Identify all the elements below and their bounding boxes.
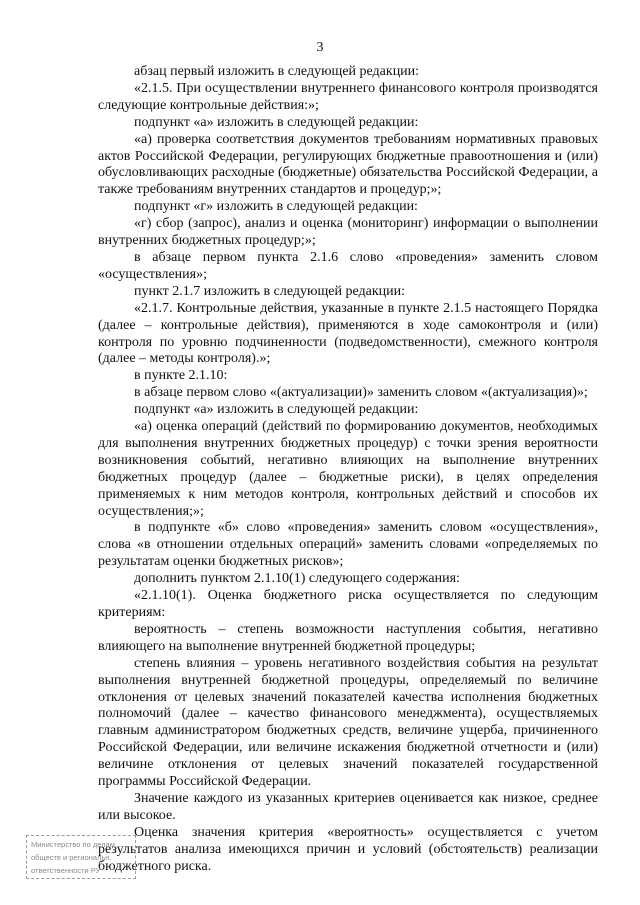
paragraph: дополнить пунктом 2.1.10(1) следующего содержания: (134, 571, 460, 587)
paragraph: Оценка значения критерия «вероятность» осуществляется с учетом результатов анализа имеющихся причин и условий (обстоятельств) реализации бюджетного риска. (98, 824, 598, 874)
paragraph: «2.1.7. Контрольные действия, указанные в пункте 2.1.5 настоящего Порядка (далее – контрольные действия), применяются в ходе самоконтроля и (или) контроля по уровню подчиненности (подведомственности), смежного контроля (далее – методы контроля).»; (98, 300, 598, 367)
paragraph: Значение каждого из указанных критериев оценивается как низкое, среднее или высокое. (98, 790, 598, 823)
paragraph: «2.1.10(1). Оценка бюджетного риска осуществляется по следующим критериям: (98, 588, 598, 620)
paragraph: в подпункте «б» слово «проведения» заменить словом «осуществления», слова «в отношении отдельных операций» заменить словами «определяемых по результатам оценки бюджетных рисков»; (98, 520, 598, 570)
paragraph: «г) сбор (запрос), анализ и оценка (мониторинг) информации о выполнении внутренних бюджетных процедур;»; (98, 216, 598, 249)
paragraph: «а) оценка операций (действий по формированию документов, необходимых для выполнения внутренних бюджетных процедур) с точки зрения вероятности возникновения событий, негативно влияющих на выполнение внутренних бюджетных процедур (далее – бюджетные риски), в целях определения применяемых к ним методов контроля, контрольных действий и способов их осуществления;»; (98, 419, 598, 519)
stamp-line: ответственности РУ (31, 866, 101, 875)
paragraph: в пункте 2.1.10: (134, 368, 228, 384)
paragraph: «2.1.5. При осуществлении внутреннего финансового контроля производятся следующие контрольные действия:»; (98, 80, 598, 113)
registration-stamp (26, 835, 136, 879)
paragraph: абзац первый изложить в следующей редакции: (134, 64, 420, 79)
document-body (98, 64, 598, 876)
paragraph: пункт 2.1.7 изложить в следующей редакции: (134, 283, 405, 299)
stamp-line: обществ и региональн. (31, 853, 112, 862)
paragraph: подпункт «а» изложить в следующей редакции: (134, 114, 419, 130)
paragraph: в абзаце первом слово «(актуализации)» заменить словом «(актуализация)»; (134, 385, 588, 401)
paragraph: подпункт «г» изложить в следующей редакции: (134, 199, 418, 215)
paragraph: степень влияния – уровень негативного воздействия события на результат выполнения внутренней бюджетной процедуры, определяемый по величине отклонения от целевых значений показателей качества исполнения бюджетных полномочий (далее – качество финансового менеджмента), осуществляемых главным администратором бюджетных средств, величине ущерба, причиненного Российской Федерации, или величине искажения бюджетной отчетности и (или) величине отклонения от целевых значений показателей государственной программы Российской Федерации. (98, 655, 598, 790)
page-number: 3 (316, 40, 324, 55)
paragraph: в абзаце первом пункта 2.1.6 слово «проведения» заменить словом «осуществления»; (98, 249, 598, 282)
paragraph: подпункт «а» изложить в следующей редакции: (134, 402, 419, 418)
stamp-line: Министерство по делам (31, 840, 115, 849)
paragraph: «а) проверка соответствия документов требованиям нормативных правовых актов Российской Федерации, регулирующих бюджетные правоотношения и (или) обусловливающих расходные (бюджетные) обязательства Российской Федерации, а также требованиям внутренних стандартов и процедур;»; (98, 131, 598, 198)
paragraph: вероятность – степень возможности наступления события, негативно влияющего на выполнение внутренней бюджетной процедуры; (98, 621, 598, 654)
